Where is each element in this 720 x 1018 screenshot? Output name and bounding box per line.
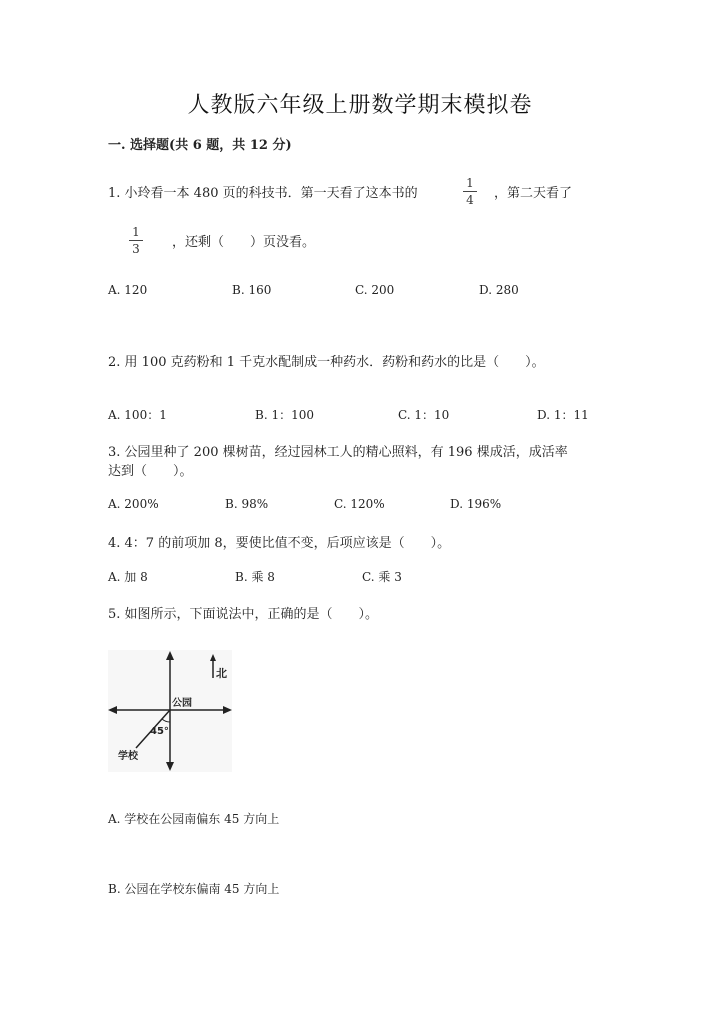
question-4-option-b[interactable]: B. 乘 8 (235, 570, 275, 584)
school-label: 学校 (118, 751, 138, 762)
question-1-option-d[interactable]: D. 280 (479, 283, 519, 297)
question-1-fraction-1 (463, 176, 477, 207)
axis-arrowhead-down (166, 762, 174, 771)
question-4-option-a[interactable]: A. 加 8 (108, 570, 148, 584)
question-3-line-1: 3. 公园里种了 200 棵树苗，经过园林工人的精心照料，有 196 棵成活，成活率 (108, 445, 568, 460)
question-5-option-a[interactable]: A. 学校在公园南偏东 45 方向上 (108, 812, 280, 826)
question-5-text: 5. 如图所示，下面说法中，正确的是（ ）。 (108, 607, 379, 622)
north-arrow-head (210, 654, 216, 661)
fraction-denominator: 3 (132, 242, 140, 256)
park-label: 公园 (172, 698, 192, 709)
question-3-option-c[interactable]: C. 120% (334, 497, 385, 511)
question-1-option-b[interactable]: B. 160 (232, 283, 272, 297)
question-4-option-c[interactable]: C. 乘 3 (362, 570, 402, 584)
direction-diagram (108, 650, 232, 772)
question-1-text-b: ，第二天看了 (494, 186, 573, 201)
question-3-option-d[interactable]: D. 196% (450, 497, 502, 511)
question-2-option-d[interactable]: D. 1：11 (537, 408, 589, 422)
axis-arrowhead-right (223, 706, 232, 714)
north-label: 北 (216, 667, 227, 680)
angle-arc (162, 719, 170, 722)
question-1-text-a: 1. 小玲看一本 480 页的科技书．第一天看了这本书的 (108, 186, 418, 201)
question-5-option-b[interactable]: B. 公园在学校东偏南 45 方向上 (108, 882, 280, 896)
question-1-option-a[interactable]: A. 120 (108, 283, 148, 297)
fraction-numerator: 1 (463, 176, 477, 192)
section-heading: 一. 选择题(共 6 题，共 12 分) (108, 138, 292, 153)
fraction-denominator: 4 (466, 193, 474, 207)
question-3-option-a[interactable]: A. 200% (108, 497, 159, 511)
question-2-option-a[interactable]: A. 100：1 (108, 408, 167, 422)
axis-arrowhead-up (166, 651, 174, 660)
question-4-text: 4. 4：7 的前项加 8，要使比值不变，后项应该是（ ）。 (108, 536, 451, 551)
question-2-option-c[interactable]: C. 1：10 (398, 408, 450, 422)
question-1-option-c[interactable]: C. 200 (355, 283, 395, 297)
question-2-option-b[interactable]: B. 1：100 (255, 408, 314, 422)
question-3-option-b[interactable]: B. 98% (225, 497, 269, 511)
question-2-text: 2. 用 100 克药粉和 1 千克水配制成一种药水．药粉和药水的比是（ ）。 (108, 355, 545, 370)
question-3-line-2: 达到（ ）。 (108, 464, 193, 479)
direction-diagram-svg (108, 650, 232, 772)
question-1-fraction-2 (129, 225, 143, 256)
question-1-text-c: ，还剩（ ）页没看。 (172, 235, 316, 250)
axis-arrowhead-left (108, 706, 117, 714)
page-title: 人教版六年级上册数学期末模拟卷 (187, 93, 533, 118)
angle-label: 45° (150, 726, 169, 737)
fraction-numerator: 1 (129, 225, 143, 241)
